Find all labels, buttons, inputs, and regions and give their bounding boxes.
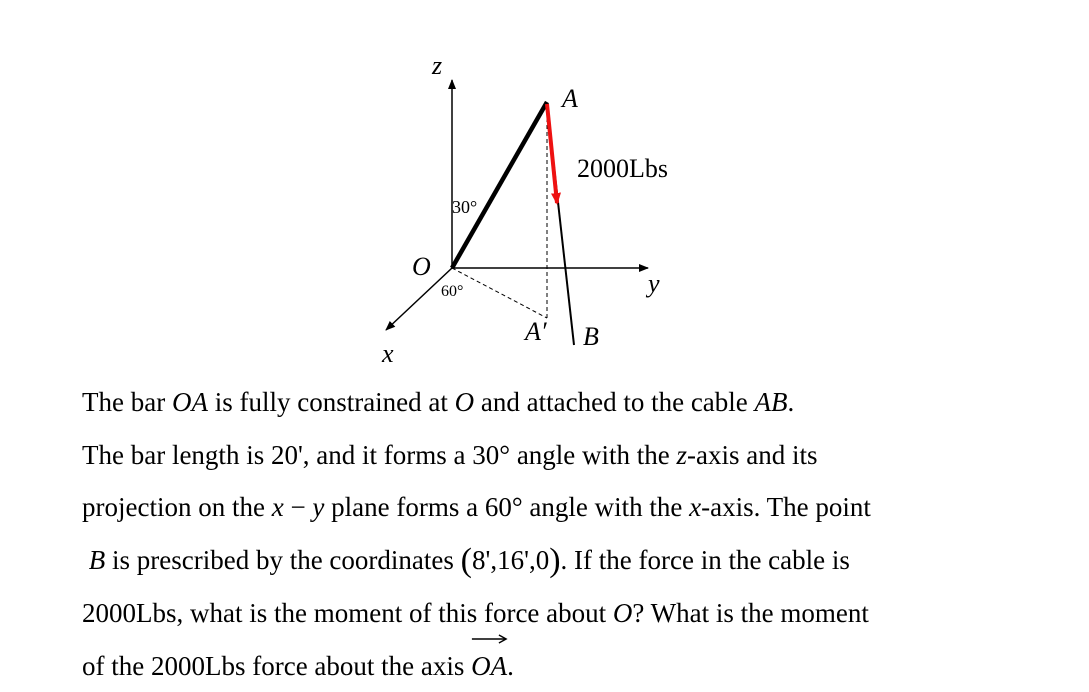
force-arrow bbox=[547, 104, 557, 203]
problem-line-5: 2000Lbs, what is the moment of this force about O? What is the moment bbox=[82, 587, 1072, 640]
problem-line-4: B is prescribed by the coordinates (8',16',0). If the force in the cable is bbox=[82, 534, 1072, 588]
problem-line-3: projection on the x − y plane forms a 60° angle with the x-axis. The point bbox=[82, 481, 1072, 534]
problem-statement bbox=[82, 376, 1072, 692]
z-axis-label: z bbox=[431, 51, 442, 80]
angle-30-label: 30° bbox=[452, 197, 477, 217]
point-a-prime-label: A′ bbox=[523, 317, 547, 346]
point-o-label: O bbox=[412, 252, 431, 281]
problem-line-2: The bar length is 20', and it forms a 30° angle with the z-axis and its bbox=[82, 429, 1072, 482]
projection-line-xy bbox=[452, 268, 547, 318]
problem-line-1: The bar OA is fully constrained at O and attached to the cable AB. bbox=[82, 376, 1072, 429]
angle-60-label: 60° bbox=[441, 283, 463, 300]
vector-arrow-icon bbox=[471, 634, 507, 644]
vector-oa: OA bbox=[471, 640, 507, 692]
x-axis-label: x bbox=[381, 339, 394, 368]
problem-line-6: of the 2000Lbs force about the axis OA. bbox=[82, 640, 1072, 692]
point-a-label: A bbox=[560, 84, 578, 113]
force-label: 2000Lbs bbox=[577, 154, 668, 183]
point-b-label: B bbox=[583, 322, 599, 351]
bar-oa bbox=[452, 102, 547, 268]
y-axis-label: y bbox=[645, 269, 660, 298]
